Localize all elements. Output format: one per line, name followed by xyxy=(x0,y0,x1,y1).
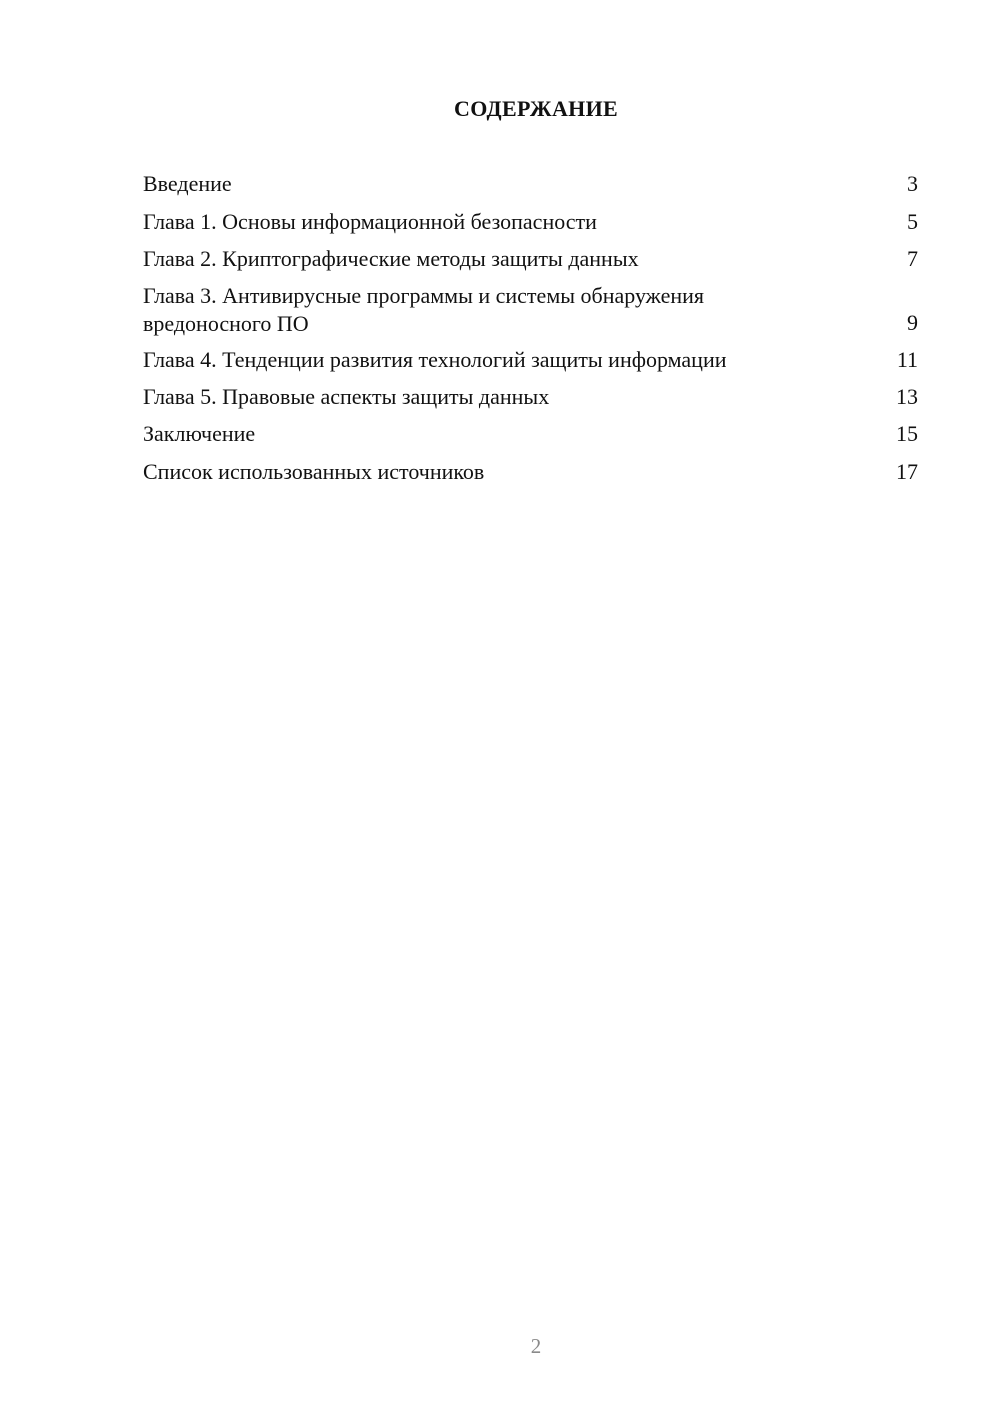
toc-entry-page: 3 xyxy=(907,171,918,196)
toc-entry-text-line-2: вредоносного ПО xyxy=(143,311,309,336)
page-number: 2 xyxy=(530,1334,542,1358)
toc-entry-text: Список использованных источников xyxy=(143,459,485,484)
toc-entry-text: Глава 4. Тенденции развития технологий защиты информации xyxy=(143,347,727,372)
toc-entry-text: Глава 1. Основы информационной безопасности xyxy=(143,209,597,234)
toc-entry-text: Глава 5. Правовые аспекты защиты данных xyxy=(143,384,550,409)
page-title: СОДЕРЖАНИЕ xyxy=(454,96,618,121)
toc-entry-page: 13 xyxy=(896,384,918,409)
toc-entry-text-line-1: Глава 3. Антивирусные программы и системы обнаружения xyxy=(143,283,705,308)
toc-entry-page: 9 xyxy=(907,310,918,335)
toc-entry-page: 15 xyxy=(896,421,918,446)
toc-entry-text xyxy=(143,282,843,338)
toc-entry-text: Глава 2. Криптографические методы защиты данных xyxy=(143,246,639,271)
toc-entry-text: Заключение xyxy=(143,421,256,446)
toc-entry-page: 11 xyxy=(896,347,918,372)
toc-entry-text: Введение xyxy=(143,171,232,196)
toc-entry-page: 5 xyxy=(907,209,918,234)
toc-entry-page: 7 xyxy=(907,246,918,271)
toc-entry-page: 17 xyxy=(896,459,918,484)
